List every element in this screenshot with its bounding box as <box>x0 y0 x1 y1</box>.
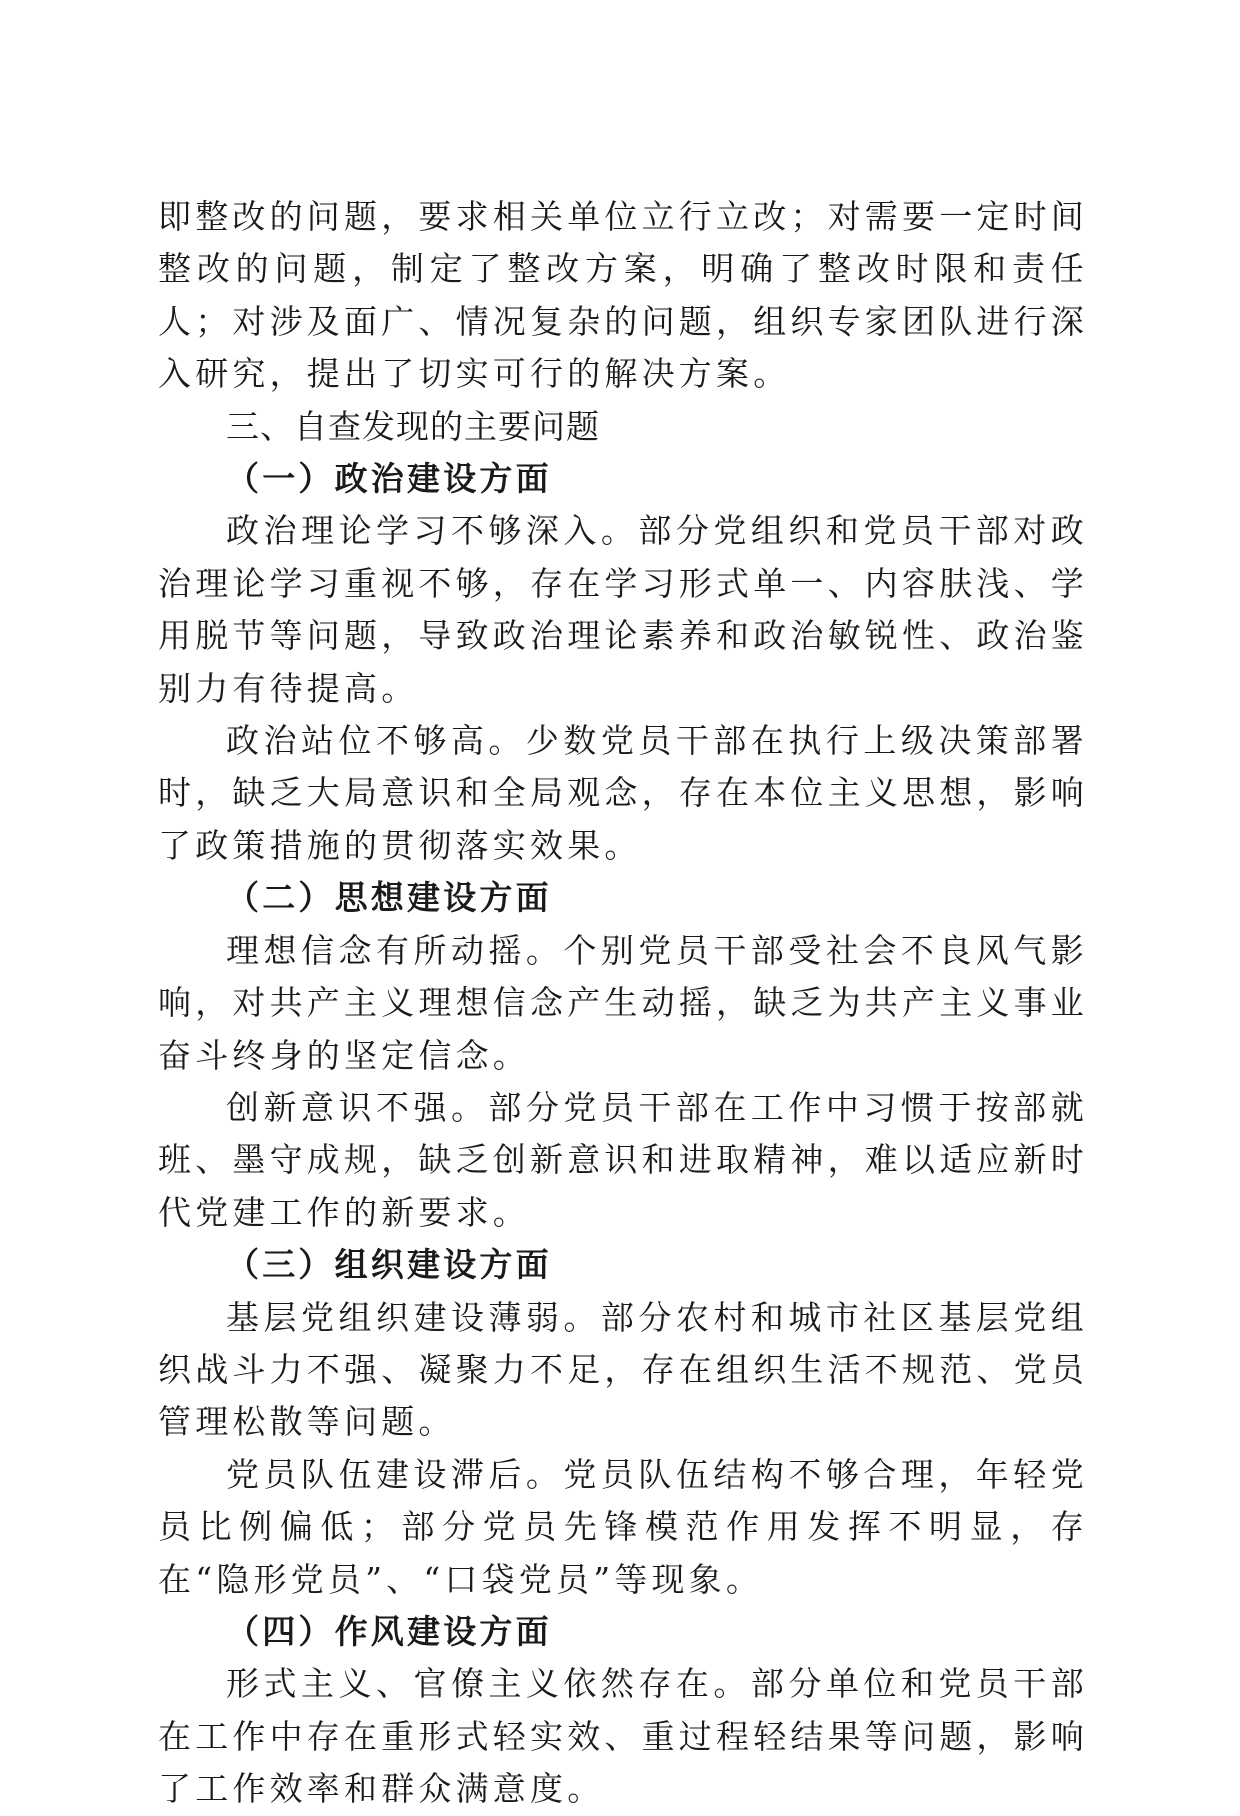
subsection-heading-ideological: （二）思想建设方面 <box>226 878 552 918</box>
paragraph: 党员队伍建设滞后。党员队伍结构不够合理，年轻党员比例偏低；部分党员先锋模范作用发挥不明显，存在“隐形党员”、“口袋党员”等现象。 <box>158 1454 1088 1599</box>
subsection-heading-organizational: （三）组织建设方面 <box>226 1245 552 1285</box>
paragraph: 政治理论学习不够深入。部分党组织和党员干部对政治理论学习重视不够，存在学习形式单一、内容肤浅、学用脱节等问题，导致政治理论素养和政治敏锐性、政治鉴别力有待提高。 <box>158 511 1088 708</box>
paragraph: 创新意识不强。部分党员干部在工作中习惯于按部就班、墨守成规，缺乏创新意识和进取精神，难以适应新时代党建工作的新要求。 <box>158 1087 1088 1232</box>
paragraph: 基层党组织建设薄弱。部分农村和城市社区基层党组织战斗力不强、凝聚力不足，存在组织生活不规范、党员管理松散等问题。 <box>158 1297 1088 1442</box>
paragraph: 政治站位不够高。少数党员干部在执行上级决策部署时，缺乏大局意识和全局观念，存在本位主义思想，影响了政策措施的贯彻落实效果。 <box>158 721 1088 865</box>
document-body <box>158 191 1088 1816</box>
paragraph: 形式主义、官僚主义依然存在。部分单位和党员干部在工作中存在重形式轻实效、重过程轻结果等问题，影响了工作效率和群众满意度。 <box>158 1664 1088 1809</box>
section-heading-3: 三、自查发现的主要问题 <box>226 406 600 446</box>
paragraph: 理想信念有所动摇。个别党员干部受社会不良风气影响，对共产主义理想信念产生动摇，缺乏为共产主义事业奋斗终身的坚定信念。 <box>158 930 1088 1075</box>
subsection-heading-political: （一）政治建设方面 <box>226 459 552 499</box>
paragraph-continued: 即整改的问题，要求相关单位立行立改；对需要一定时间整改的问题，制定了整改方案，明确了整改时限和责任人；对涉及面广、情况复杂的问题，组织专家团队进行深入研究，提出了切实可行的解决方案。 <box>158 197 1088 394</box>
subsection-heading-work-style: （四）作风建设方面 <box>226 1611 552 1651</box>
